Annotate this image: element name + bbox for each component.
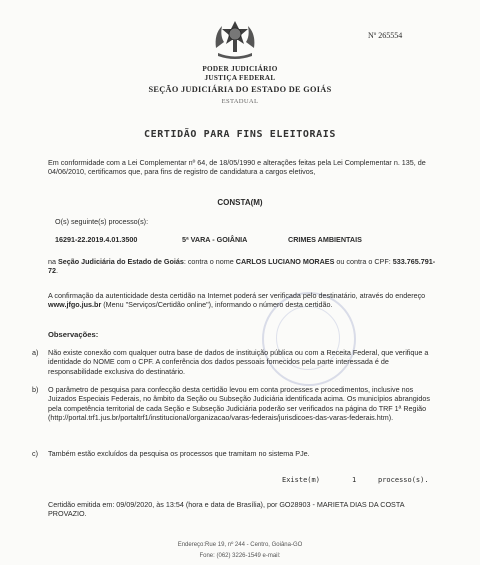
process-court: 5ª VARA - GOIÂNIA [182, 235, 248, 244]
consta-label: CONSTA(M) [217, 198, 263, 207]
header-line-2: JUSTIÇA FEDERAL [204, 74, 276, 82]
authenticity-paragraph [48, 291, 440, 310]
observation-marker: b) [32, 385, 39, 394]
website-link[interactable]: www.jfgo.jus.br [48, 300, 102, 310]
footer-address: Endereço:Rue 19, nº 244 - Centro, Goiâna-GO [177, 542, 303, 548]
name-line-mid: : contra o nome [183, 257, 236, 266]
exists-label: Existe(m) [282, 476, 320, 484]
exists-unit: processo(s). [378, 476, 429, 484]
process-label: O(s) seguinte(s) processo(s): [55, 217, 149, 226]
auth-pre: A confirmação da autenticidade desta certidão na Internet poderá ser verificada pelo destinatário, através do endereço [48, 291, 426, 300]
cpf-number: 533.765.791-72 [48, 257, 436, 276]
page-title: CERTIDÃO PARA FINS ELEITORAIS [144, 129, 336, 140]
name-line-end: . [56, 266, 58, 276]
person-name: CARLOS LUCIANO MORAES [235, 257, 335, 266]
name-line-post: ou contra o CPF: [334, 257, 393, 266]
auth-post: (Menu "Serviços/Certidão online"), informando o número desta certidão. [101, 300, 333, 310]
process-subject: CRIMES AMBIENTAIS [288, 235, 362, 244]
header-line-1: PODER JUDICIÁRIO [202, 65, 278, 73]
observation-item-c [32, 449, 440, 458]
name-line-pre: na [48, 257, 58, 266]
process-number: 16291-22.2019.4.01.3500 [55, 235, 138, 244]
header-line-4: ESTADUAL [221, 98, 259, 105]
observation-item-b [32, 385, 440, 423]
observation-item-a [32, 348, 440, 376]
observation-text: Também estão excluídos da pesquisa os processos que tramitam no sistema PJe. [48, 449, 310, 458]
footer-phone: Fone: (062) 3226-1549 e-mail: [199, 553, 281, 559]
header-line-3: SEÇÃO JUDICIÁRIA DO ESTADO DE GOIÁS [148, 85, 332, 94]
name-paragraph [48, 257, 440, 276]
section-name: Seção Judiciária do Estado de Goiás [58, 257, 184, 266]
issued-paragraph: Certidão emitida em: 09/09/2020, às 13:54 (hora e data de Brasília), por GO28903 - MARIETA DIAS DA COSTA PROVAZIO. [48, 500, 405, 519]
observation-text: O parâmetro de pesquisa para confecção desta certidão levou em conta processes e procedimentos, inclusive nos Juizados Especiais Federais, no âmbito da Seção ou Subseção Judiciária identificada acima. Os municípios abrangidos pela competência territorial de cada Seção e Subseção Judiciária poderão ser verificados na página do TRF 1ª Região (http://portal.trf1.jus.br/portaltrf1/institucional/organizacao/varas-federais/jurisdicoes-das-varas-federais.htm). [48, 385, 430, 423]
exists-count: 1 [352, 476, 357, 484]
observation-text: Não existe conexão com qualquer outra base de dados de instituição pública ou com a Receita Federal, que verifique a identidade do NOME com o CPF. A conferência dos dados pessoais fornecidos pela parte interessada é de responsabilidade exclusiva do destinatário. [48, 348, 429, 376]
document-number: Nº 265554 [368, 31, 403, 40]
observation-marker: c) [32, 449, 38, 458]
intro-paragraph: Em conformidade com a Lei Complementar nº 64, de 18/05/1990 e alterações feitas pela Lei Complementar n. 135, de 04/06/2010, certificamos que, para fins de registro de candidatura a cargos eletivos, [48, 158, 426, 177]
observation-marker: a) [32, 348, 39, 357]
coat-of-arms-icon [212, 20, 258, 60]
observations-label: Observações: [48, 330, 99, 339]
